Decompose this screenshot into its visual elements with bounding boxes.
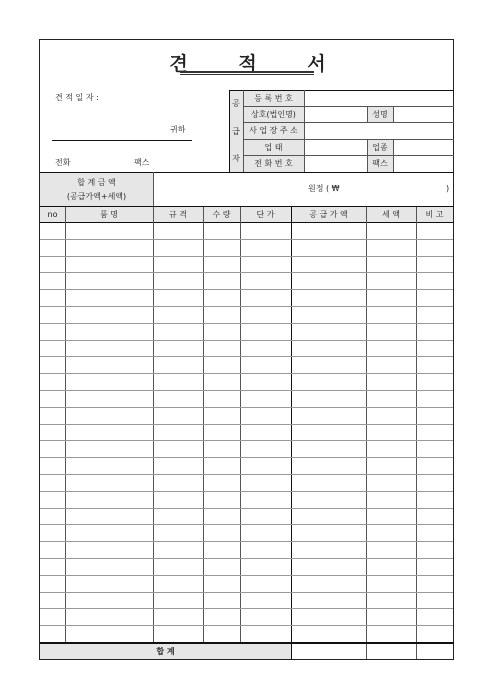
- table-row: [40, 457, 453, 458]
- table-row: [40, 474, 453, 475]
- recipient-suffix: 귀하: [170, 125, 186, 134]
- supplier-fax-label: 팩스: [372, 159, 388, 168]
- company-name-label: 상호(법인명): [251, 109, 296, 119]
- table-row: [40, 508, 453, 509]
- table-row: [40, 340, 453, 341]
- table-row: [40, 356, 453, 357]
- supplier-phone-label: 전 화 번 호: [254, 159, 293, 168]
- table-row: [40, 256, 453, 257]
- table-row: [40, 373, 453, 374]
- phone-label: 전화: [55, 158, 71, 167]
- table-row: [40, 575, 453, 576]
- table-row: [40, 558, 453, 559]
- title-underline-thin: [180, 74, 314, 75]
- document-title: 견 적 서: [169, 53, 348, 75]
- registration-number-label: 등 록 번 호: [254, 93, 293, 103]
- column-header-no: no: [47, 210, 58, 219]
- table-row: [40, 541, 453, 542]
- table-header-bottom-line: [40, 222, 454, 223]
- column-header-remarks: 비 고: [425, 210, 444, 219]
- total-box-divider: [153, 172, 154, 206]
- column-header-quantity: 수 량: [212, 210, 231, 219]
- table-row: [40, 424, 453, 425]
- column-header-spec: 규 격: [169, 210, 187, 219]
- column-header-tax: 세 액: [382, 210, 400, 219]
- table-row: [40, 239, 453, 240]
- table-row: [40, 440, 453, 441]
- table-row: [40, 608, 453, 609]
- total-box-top-line: [40, 172, 454, 173]
- supplier-sub-divider: [393, 106, 394, 122]
- title-underline: [180, 71, 314, 73]
- recipient-underline: [52, 140, 192, 141]
- total-amount-text: 원정 ( ₩: [308, 184, 340, 193]
- column-header-unit-price: 단 가: [256, 210, 275, 219]
- total-amount-label: 합 계 금 액: [77, 177, 116, 187]
- column-header-supply-amount: 공 급 가 액: [309, 210, 348, 219]
- table-row: [40, 592, 453, 593]
- table-row: [40, 306, 453, 307]
- business-address-label: 사 업 장 주 소: [249, 126, 298, 135]
- total-amount-sublabel: (공급가액+세액): [66, 191, 127, 201]
- table-row: [40, 407, 453, 408]
- supplier-label-divider: [304, 90, 305, 172]
- table-row: [40, 625, 453, 626]
- column-header-item-name: 품 명: [100, 210, 118, 219]
- supplier-side-char: 자: [232, 153, 240, 163]
- table-row: [40, 491, 453, 492]
- business-type-label: 업 태: [264, 142, 283, 152]
- table-row: [40, 289, 453, 290]
- representative-name-label: 성명: [372, 109, 388, 119]
- table-row: [40, 524, 453, 525]
- supplier-side-char: 급: [232, 126, 240, 136]
- fax-label: 팩스: [134, 158, 150, 167]
- total-amount-close-paren: ): [446, 184, 450, 193]
- footer-total-label: 합 계: [156, 647, 175, 656]
- table-row: [40, 390, 453, 391]
- table-row: [40, 272, 453, 273]
- table-row: [40, 323, 453, 324]
- estimate-date-label: 견 적 일 자 :: [55, 93, 99, 102]
- supplier-side-char: 공: [232, 98, 240, 108]
- supplier-sub-divider: [393, 139, 394, 172]
- business-category-label: 업종: [372, 142, 388, 152]
